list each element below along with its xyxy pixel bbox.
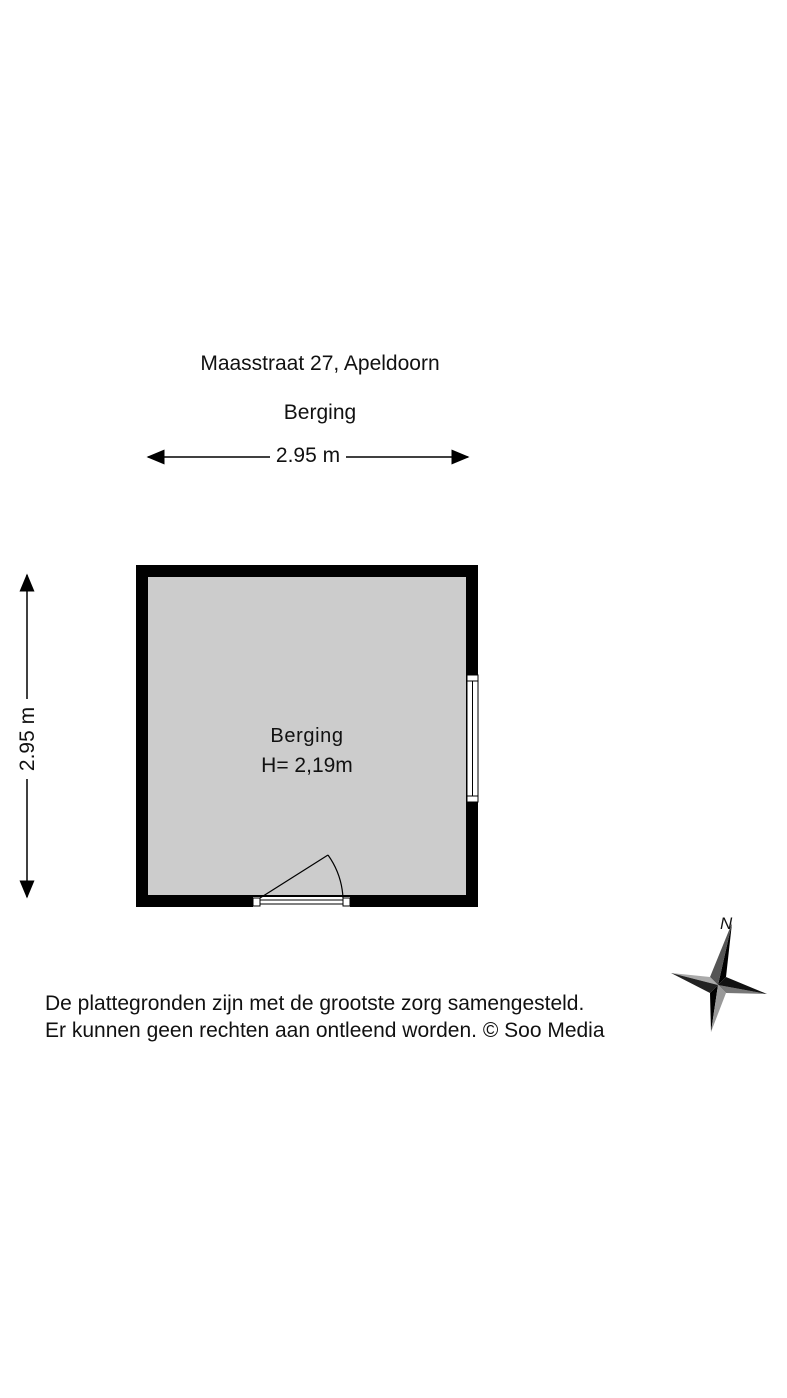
window <box>467 675 478 802</box>
compass-north-label: N <box>720 914 733 933</box>
floor-name: Berging <box>283 401 357 424</box>
address-title: Maasstraat 27, Apeldoorn <box>200 352 440 375</box>
disclaimer <box>45 990 605 1044</box>
room-name-label: Berging <box>270 725 344 747</box>
room-height-label: H= 2,19m <box>261 754 353 777</box>
compass-rose-icon <box>671 923 767 1032</box>
width-dimension-label: 2.95 m <box>272 444 344 468</box>
depth-dimension-label: 2.95 m <box>16 699 40 779</box>
disclaimer-line-2: Er kunnen geen rechten aan ontleend worden. © Soo Media <box>45 1019 605 1042</box>
disclaimer-line-1: De plattegronden zijn met de grootste zorg samengesteld. <box>45 992 585 1015</box>
